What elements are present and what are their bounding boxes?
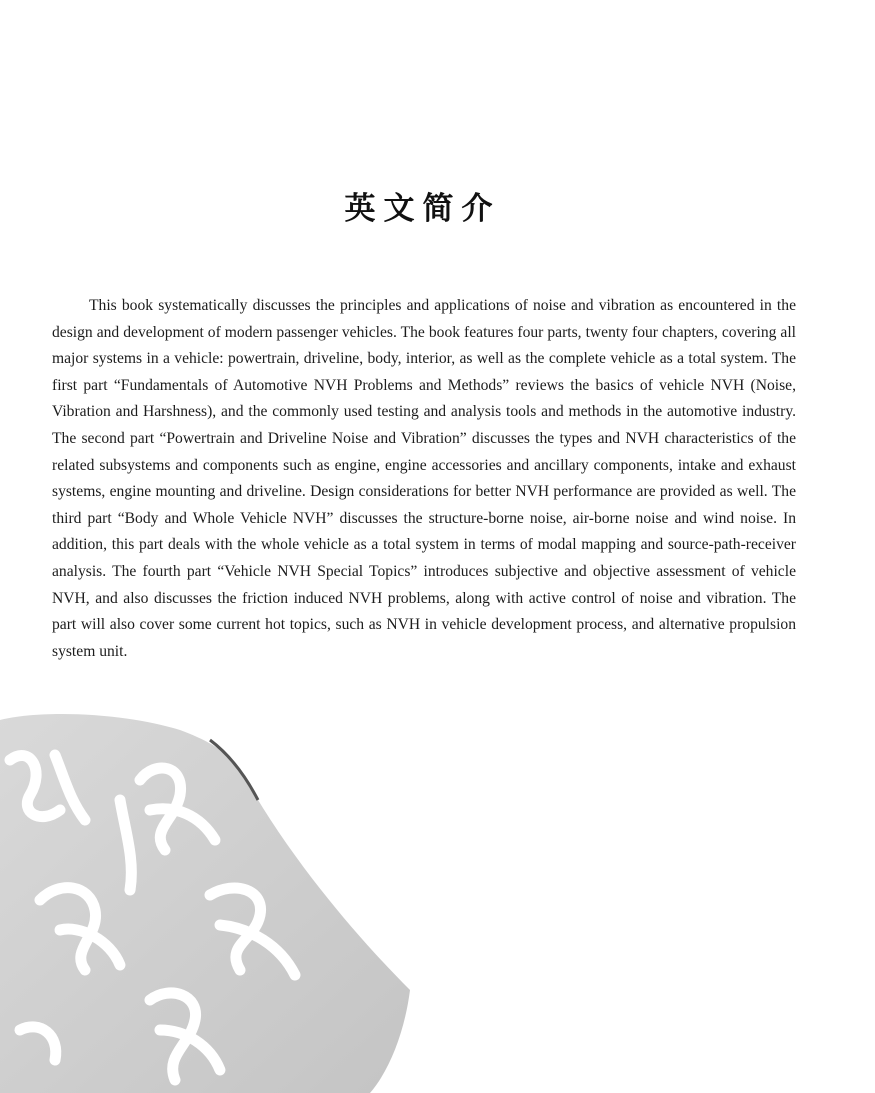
abstract-paragraph: This book systematically discusses the principles and applications of noise and vibration as encountered in the design and development of modern passenger vehicles. The book features four parts, twenty four chapters, covering all major systems in a vehicle: powertrain, driveline, body, interior, as well as the complete vehicle as a total system. The first part “Fundamentals of Automotive NVH Problems and Methods” reviews the basics of vehicle NVH (Noise, Vibration and Harshness), and the commonly used testing and analysis tools and methods in the automotive industry. The second part “Powertrain and Driveline Noise and Vibration” discusses the types and NVH characteristics of the related subsystems and components such as engine, engine accessories and ancillary components, intake and exhaust systems, engine mounting and driveline. Design considerations for better NVH performance are provided as well. The third part “Body and Whole Vehicle NVH” discusses the structure-borne noise, air-borne noise and wind noise. In addition, this part deals with the whole vehicle as a total system in terms of modal mapping and source-path-receiver analysis. The fourth part “Vehicle NVH Special Topics” introduces subjective and objective assessment of vehicle NVH, and also discusses the friction induced NVH problems, along with active control of noise and vibration. The part will also cover some current hot topics, such as NVH in vehicle development process, and alternative propulsion system unit. — [52, 297, 796, 660]
page-title: 英文简介 — [344, 191, 501, 227]
calligraphy-watermark-icon — [0, 700, 420, 1093]
